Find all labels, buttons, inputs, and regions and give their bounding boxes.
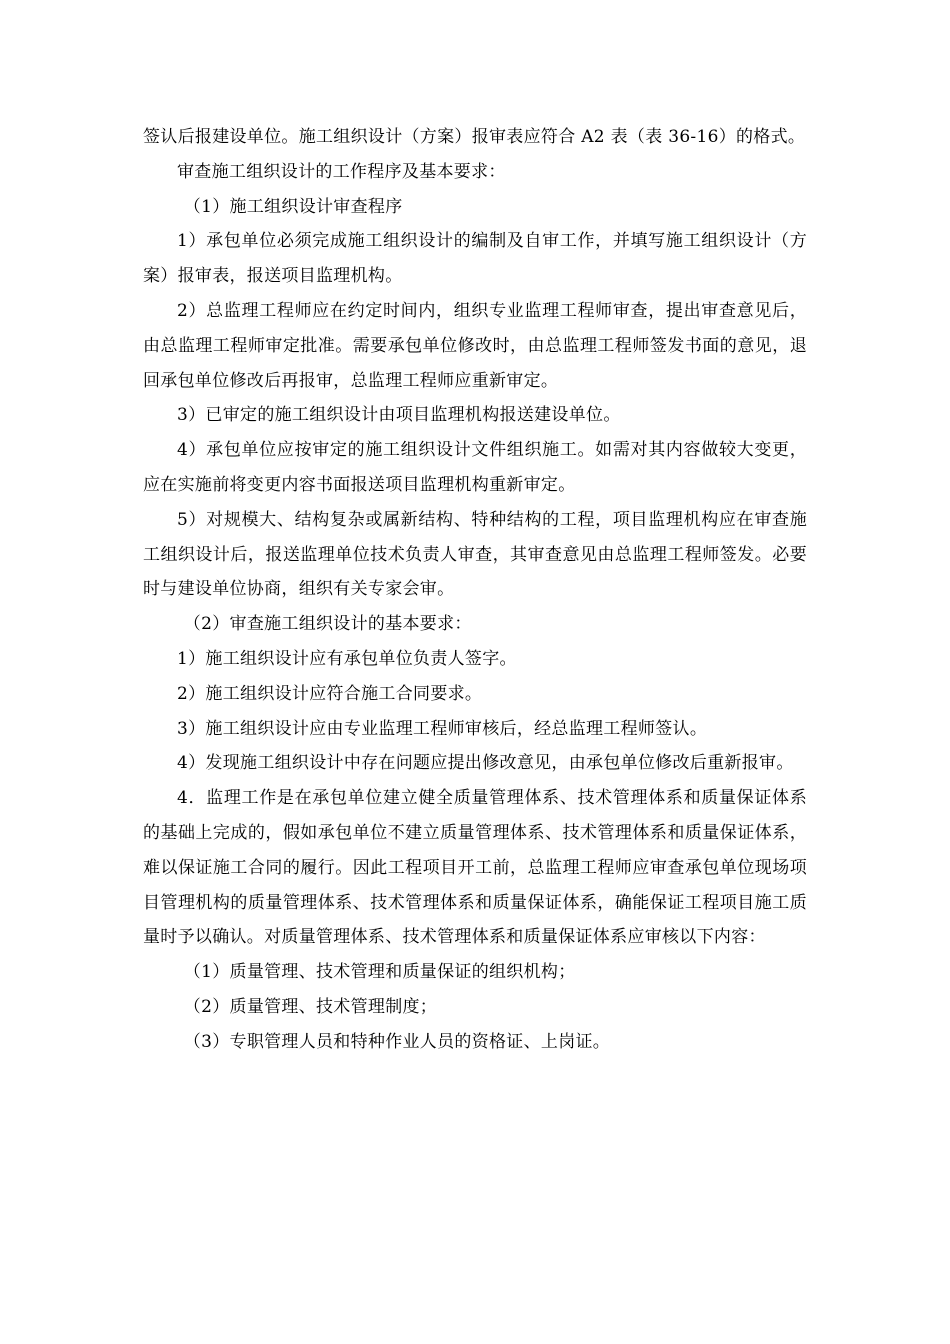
paragraph-step-3: 3）已审定的施工组织设计由项目监理机构报送建设单位。 [177,405,621,426]
paragraph-step-1: 1）承包单位必须完成施工组织设计的编制及自审工作，并填写施工组织设计（方案）报审表，报送项目监理机构。 [143,231,807,287]
paragraph-step-2: 2）总监理工程师应在约定时间内，组织专业监理工程师审查，提出审查意见后，由总监理工程师审定批准。需要承包单位修改时，由总监理工程师签发书面的意见，退回承包单位修改后再报审，总监理工程师应重新审定。 [143,300,807,391]
paragraph-section-1-heading: （1）施工组织设计审查程序 [183,196,403,217]
paragraph-step-5: 5）对规模大、结构复杂或属新结构、特种结构的工程，项目监理机构应在审查施工组织设计后，报送监理单位技术负责人审查，其审查意见由总监理工程师签发。必要时与建设单位协商，组织有关专家会审。 [143,509,807,600]
paragraph-section-2-heading: （2）审查施工组织设计的基本要求： [183,614,472,635]
paragraph-step-4: 4）承包单位应按审定的施工组织设计文件组织施工。如需对其内容做较大变更，应在实施前将变更内容书面报送项目监理机构重新审定。 [143,440,807,495]
paragraph-review-item-1: （1）质量管理、技术管理和质量保证的组织机构； [183,962,576,983]
paragraph-requirement-4: 4）发现施工组织设计中存在问题应提出修改意见，由承包单位修改后重新报审。 [177,753,794,774]
paragraph-review-item-3: （3）专职管理人员和特种作业人员的资格证、上岗证。 [183,1031,611,1052]
paragraph-requirement-1: 1）施工组织设计应有承包单位负责人签字。 [177,648,517,669]
paragraph-report-format: 签认后报建设单位。施工组织设计（方案）报审表应符合 A2 表（表 36-16）的格式。 [143,127,806,147]
paragraph-review-item-2: （2）质量管理、技术管理制度； [183,996,438,1017]
paragraph-requirement-2: 2）施工组织设计应符合施工合同要求。 [177,683,483,704]
paragraph-item-4-quality-systems: 4．监理工作是在承包单位建立健全质量管理体系、技术管理体系和质量保证体系的基础上完成的，假如承包单位不建立质量管理体系、技术管理体系和质量保证体系，难以保证施工合同的履行。因此工程项目开工前，总监理工程师应审查承包单位现场项目管理机构的质量管理体系、技术管理体系和质量保证体系，确能保证工程项目施工质量时予以确认。对质量管理体系、技术管理体系和质量保证体系应审核以下内容： [143,788,807,948]
document-body [143,120,807,1060]
paragraph-review-procedure-intro: 审查施工组织设计的工作程序及基本要求： [177,161,506,182]
paragraph-requirement-3: 3）施工组织设计应由专业监理工程师审核后，经总监理工程师签认。 [177,718,708,739]
